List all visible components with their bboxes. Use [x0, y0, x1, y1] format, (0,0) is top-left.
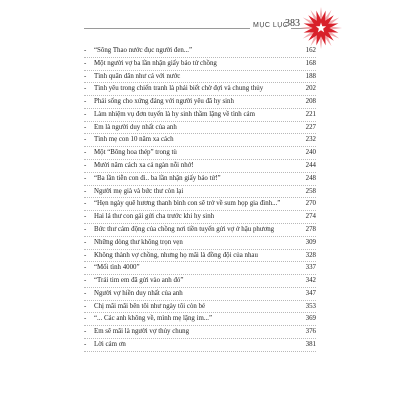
toc-bullet: - [84, 174, 87, 182]
toc-title: “Sông Thao nước đục người đen...” [94, 47, 193, 54]
toc-page-number: 381 [305, 340, 316, 348]
toc-title: Người vợ hiền duy nhất của anh [94, 289, 183, 297]
toc-page-number: 162 [305, 47, 316, 54]
toc-row [84, 160, 316, 173]
toc-bullet: - [84, 277, 87, 285]
toc-page-number: 208 [305, 98, 316, 106]
toc-row [84, 198, 316, 211]
toc-page-number: 347 [305, 289, 316, 297]
toc-title: Những dòng thư không trọn vẹn [94, 238, 183, 246]
toc-title: Một người vợ ba lần nhận giấy báo tử chồng [94, 59, 217, 67]
toc-bullet: - [84, 302, 87, 310]
toc-row [84, 173, 316, 186]
toc-bullet: - [84, 340, 87, 348]
toc-row [84, 83, 316, 96]
toc-title: Không thành vợ chồng, nhưng họ mãi là đồng đội của nhau [94, 251, 258, 259]
toc-page-number: 168 [305, 59, 316, 67]
toc-page-number: 353 [305, 302, 316, 310]
toc-title: Em là người duy nhất của anh [94, 123, 177, 131]
toc-page-number: 337 [305, 264, 316, 272]
toc-page-number: 232 [305, 136, 316, 144]
toc-bullet: - [84, 59, 87, 67]
toc-bullet: - [84, 200, 87, 208]
toc-row [84, 301, 316, 314]
toc-bullet: - [84, 238, 87, 246]
toc-bullet: - [84, 251, 87, 259]
toc-row [84, 313, 316, 326]
toc-bullet: - [84, 136, 87, 144]
toc-row [84, 109, 316, 122]
toc-bullet: - [84, 110, 87, 118]
toc-row [84, 71, 316, 84]
toc-bullet: - [84, 264, 87, 272]
toc-title: Tình yêu trong chiến tranh là phải biết chờ đợi và chung thủy [94, 85, 264, 93]
toc-page-number: 188 [305, 72, 316, 80]
toc-row [84, 224, 316, 237]
toc-row [84, 147, 316, 160]
section-title: MỤC LỤC [250, 22, 291, 29]
toc-title: Lời cảm ơn [94, 340, 126, 348]
toc-title: Bức thư cảm động của chồng nơi tiền tuyến gửi vợ ở hậu phương [94, 225, 275, 233]
toc-row [84, 275, 316, 288]
toc-row [84, 134, 316, 147]
toc-bullet: - [84, 213, 87, 221]
toc-page-number: 342 [305, 277, 316, 285]
toc-bullet: - [84, 47, 87, 54]
toc-row [84, 186, 316, 199]
toc-title: “Mối tình 4000” [94, 264, 140, 272]
toc-title: Chị mãi mãi bên tôi như ngày tôi còn bé [94, 302, 206, 310]
toc-title: Làm nhiệm vụ đơn tuyến là hy sinh thầm lặng về tình cảm [94, 110, 255, 118]
toc-bullet: - [84, 123, 87, 131]
toc-bullet: - [84, 289, 87, 297]
toc-title: Người mẹ già và bức thư còn lại [94, 187, 184, 195]
toc-page-number: 309 [305, 238, 316, 246]
toc-row [84, 326, 316, 339]
toc-page-number: 248 [305, 174, 316, 182]
toc-bullet: - [84, 187, 87, 195]
toc-title: “Ba lần tiễn con đi.. ba lần nhận giấy báo tử!” [94, 174, 221, 182]
toc-bullet: - [84, 98, 87, 106]
toc-page-number: 274 [305, 213, 316, 221]
toc-title: Một “Bông hoa thép” trong tù [94, 149, 177, 157]
toc-row [84, 237, 316, 250]
page-number: 383 [285, 18, 300, 29]
toc-title: “Trái tim em đã gửi vào anh đó” [94, 277, 184, 285]
toc-bullet: - [84, 162, 87, 170]
toc-page-number: 328 [305, 251, 316, 259]
toc-page-number: 258 [305, 187, 316, 195]
toc-row [84, 262, 316, 275]
toc-page-number: 240 [305, 149, 316, 157]
toc-page-number: 270 [305, 200, 316, 208]
toc-title: “... Các anh không về, mình mẹ lặng im...” [94, 315, 213, 323]
toc-page-number: 278 [305, 225, 316, 233]
toc-row [84, 339, 316, 352]
toc-row [84, 211, 316, 224]
toc-bullet: - [84, 315, 87, 323]
toc-title: Tình mẹ con 10 năm xa cách [94, 136, 174, 144]
toc-page-number: 227 [305, 123, 316, 131]
toc-page-number: 369 [305, 315, 316, 323]
toc-bullet: - [84, 328, 87, 336]
toc-title: Em sẽ mãi là người vợ thủy chung [94, 328, 190, 336]
toc-row [84, 288, 316, 301]
toc-page-number: 244 [305, 162, 316, 170]
table-of-contents [84, 45, 316, 352]
toc-title: Phải sống cho xứng đáng với người yêu đã hy sinh [94, 98, 234, 106]
toc-page-number: 376 [305, 328, 316, 336]
toc-bullet: - [84, 85, 87, 93]
toc-row [84, 45, 316, 58]
toc-title: “Hẹn ngày quê hương thanh bình con sẽ trở về sum họp gia đình...” [94, 200, 281, 208]
toc-row [84, 122, 316, 135]
page-header [0, 0, 400, 40]
toc-bullet: - [84, 225, 87, 233]
toc-bullet: - [84, 72, 87, 80]
toc-title: Tình quân dân như cá với nước [94, 72, 181, 80]
toc-row [84, 96, 316, 109]
star-emblem-icon [299, 6, 343, 50]
toc-page-number: 202 [305, 85, 316, 93]
toc-bullet: - [84, 149, 87, 157]
toc-row [84, 58, 316, 71]
toc-title: Hai lá thư con gái gửi cha trước khi hy sinh [94, 213, 215, 221]
toc-title: Mười năm cách xa cả ngàn nỗi nhớ! [94, 162, 194, 170]
toc-page-number: 221 [305, 110, 316, 118]
toc-row [84, 250, 316, 263]
